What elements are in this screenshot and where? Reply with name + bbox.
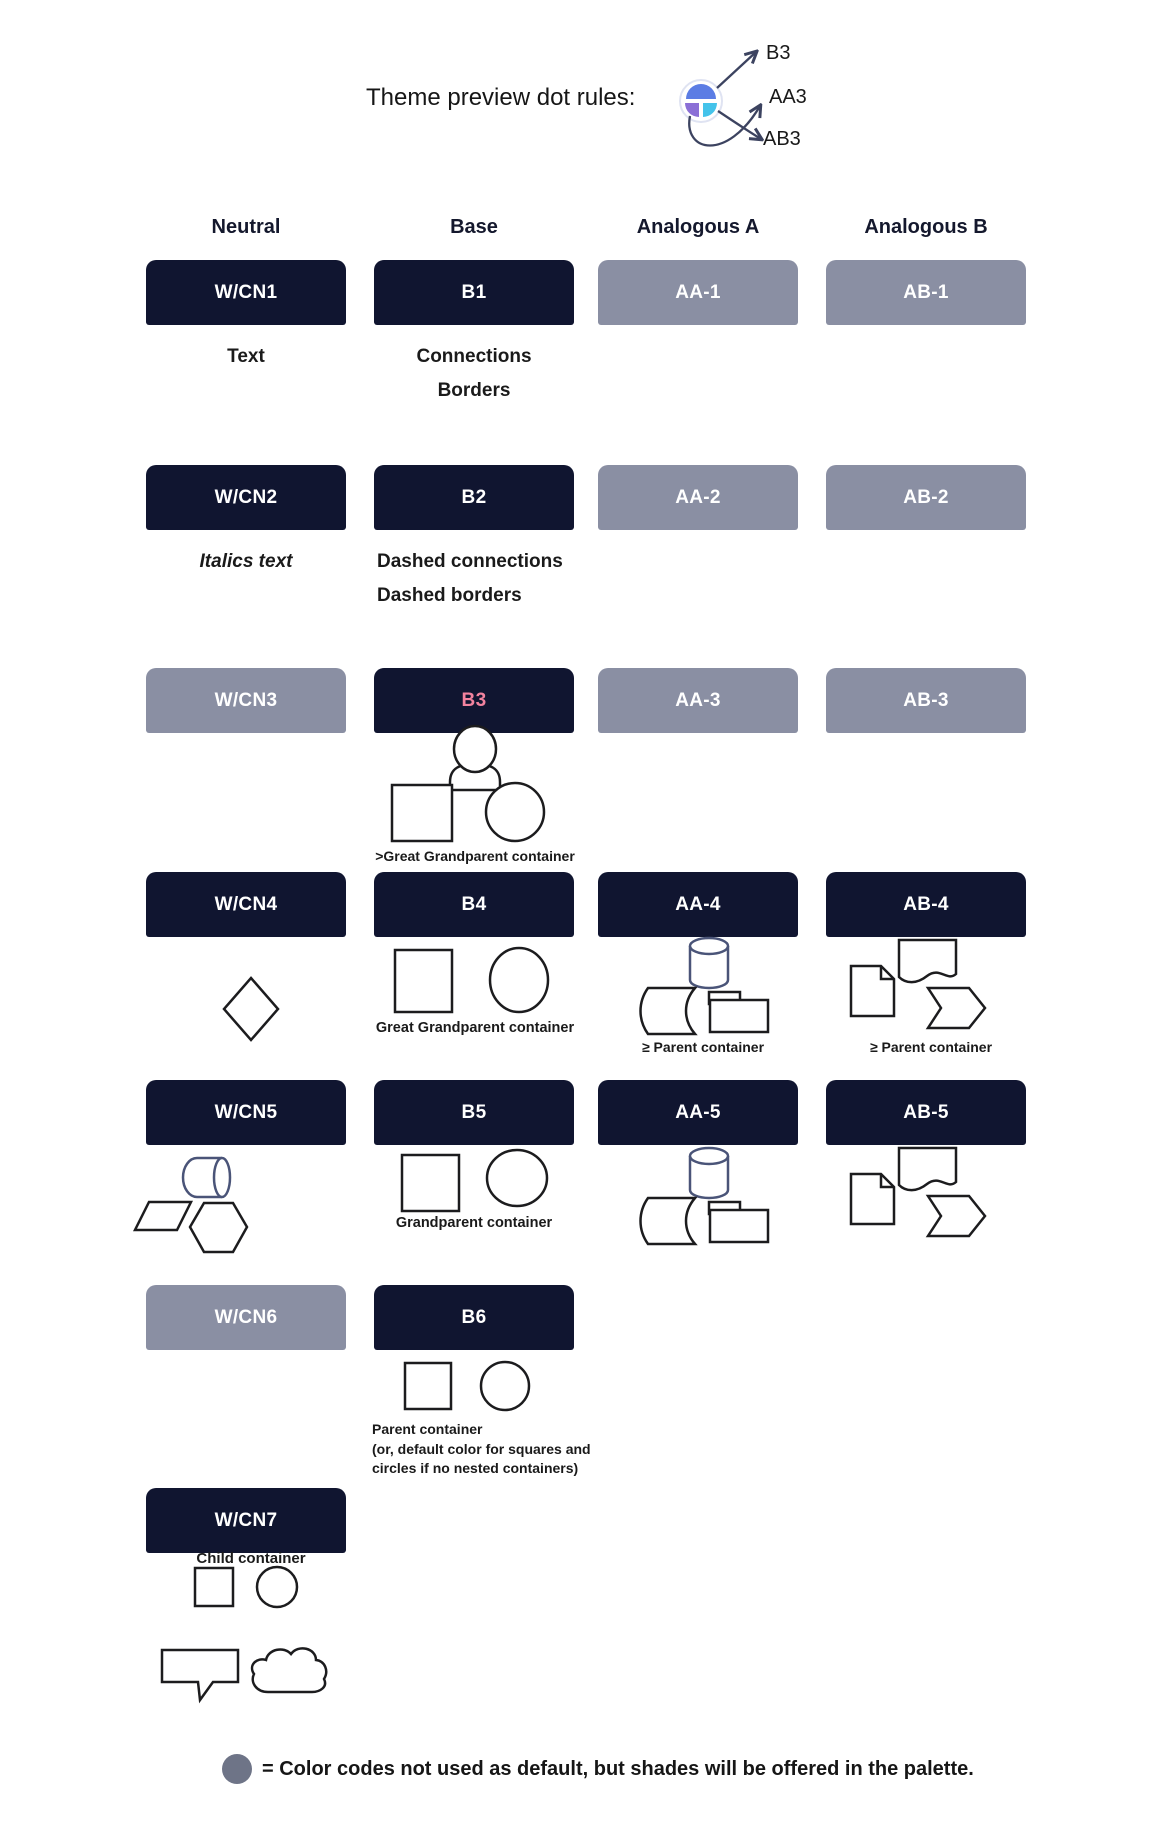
- wcn7-extra-shape-group: [155, 1635, 340, 1710]
- pill-aa2: AA-2: [598, 465, 798, 530]
- square-shape: [405, 1363, 451, 1409]
- column-header-analogous-b: Analogous B: [864, 216, 988, 238]
- caption-line: circles if no nested containers): [372, 1460, 579, 1476]
- folder-shape: [710, 1000, 768, 1032]
- pill-wcn5: W/CN5: [146, 1080, 346, 1145]
- caption-parent-aa4: ≥ Parent container: [641, 1039, 765, 1055]
- caption-connections-borders: [374, 340, 574, 408]
- page-dog-ear-shape: [851, 966, 894, 1016]
- page-title: Theme preview dot rules:: [366, 84, 636, 111]
- caption-line: Borders: [437, 380, 511, 401]
- caption-child-container: Child container: [196, 1550, 306, 1567]
- pill-wcn6: W/CN6: [146, 1285, 346, 1350]
- caption-text: Text: [227, 346, 265, 367]
- wcn5-shape-group: [125, 1150, 260, 1260]
- pill-aa3: AA-3: [598, 668, 798, 733]
- square-shape: [395, 950, 452, 1012]
- pill-b3: B3: [374, 668, 574, 733]
- aa5-shape-group: [636, 1140, 781, 1250]
- pill-ab3: AB-3: [826, 668, 1026, 733]
- document-wave-shape: [899, 1148, 956, 1190]
- cylinder-end-icon: [214, 1158, 230, 1197]
- dot-target-aa3: AA3: [769, 86, 807, 108]
- square-shape: [195, 1568, 233, 1606]
- cloud-shape: [252, 1648, 326, 1692]
- pill-b5: B5: [374, 1080, 574, 1145]
- wcn7-shape-group: [185, 1560, 310, 1615]
- pill-b4: B4: [374, 872, 574, 937]
- diamond-shape: [224, 978, 278, 1040]
- pill-ab1: AB-1: [826, 260, 1026, 325]
- column-header-neutral: Neutral: [211, 216, 281, 238]
- caption-dashed: [377, 545, 563, 613]
- pill-b6: B6: [374, 1285, 574, 1350]
- caption-line: Connections: [416, 346, 532, 367]
- square-shape: [392, 785, 452, 841]
- document-wave-shape: [899, 940, 956, 982]
- person-head-icon: [454, 726, 496, 772]
- caption-parent-ab4: ≥ Parent container: [869, 1039, 993, 1055]
- wcn4-shape-group: [220, 975, 282, 1043]
- arrow-to-b3: [717, 52, 756, 88]
- pill-aa5: AA-5: [598, 1080, 798, 1145]
- pill-ab2: AB-2: [826, 465, 1026, 530]
- circle-shape: [486, 783, 544, 841]
- circle-shape: [490, 948, 548, 1012]
- aa4-shape-group: [636, 930, 781, 1040]
- caption-line: Dashed connections: [377, 551, 563, 572]
- pill-wcn3: W/CN3: [146, 668, 346, 733]
- caption-grandparent: Grandparent container: [395, 1215, 553, 1231]
- caption-italics-text: Italics text: [199, 551, 293, 572]
- caption-great-grandparent-gt: >Great Grandparent container: [375, 848, 575, 864]
- circle-shape: [487, 1150, 547, 1206]
- b4-shape-group: [390, 942, 555, 1020]
- stored-data-shape: [641, 1198, 696, 1244]
- caption-line: (or, default color for squares and: [372, 1440, 591, 1457]
- pill-wcn7: W/CN7: [146, 1488, 346, 1553]
- pill-wcn2: W/CN2: [146, 465, 346, 530]
- hexagon-shape: [190, 1203, 247, 1252]
- legend-dot: [222, 1754, 252, 1784]
- column-header-analogous-a: Analogous A: [636, 216, 760, 238]
- legend-text: = Color codes not used as default, but shades will be offered in the palette.: [262, 1758, 974, 1780]
- folder-shape: [710, 1210, 768, 1242]
- pill-wcn1: W/CN1: [146, 260, 346, 325]
- dot-target-ab3: AB3: [763, 128, 801, 150]
- speech-bubble-shape: [162, 1650, 238, 1700]
- ab5-shape-group: [845, 1140, 995, 1245]
- theme-dot-diagram: [580, 18, 850, 168]
- b6-shape-group: [395, 1357, 545, 1417]
- pill-ab4: AB-4: [826, 872, 1026, 937]
- cylinder-top-icon: [690, 938, 728, 954]
- page-dog-ear-shape: [851, 1174, 894, 1224]
- caption-line: Dashed borders: [377, 585, 522, 606]
- cylinder-top-icon: [690, 1148, 728, 1164]
- ab4-shape-group: [845, 932, 995, 1037]
- b5-shape-group: [395, 1147, 555, 1222]
- chevron-shape: [928, 988, 985, 1028]
- parallelogram-shape: [135, 1202, 191, 1230]
- square-shape: [402, 1155, 459, 1211]
- column-header-base: Base: [450, 216, 498, 238]
- stored-data-shape: [641, 988, 696, 1034]
- caption-great-grandparent: Great Grandparent container: [375, 1020, 575, 1036]
- pill-b2: B2: [374, 465, 574, 530]
- pill-aa4: AA-4: [598, 872, 798, 937]
- dot-target-b3: B3: [766, 42, 791, 64]
- chevron-shape: [928, 1196, 985, 1236]
- pill-wcn4: W/CN4: [146, 872, 346, 937]
- pill-aa1: AA-1: [598, 260, 798, 325]
- pill-ab5: AB-5: [826, 1080, 1026, 1145]
- pill-b1: B1: [374, 260, 574, 325]
- circle-shape: [257, 1567, 297, 1607]
- caption-parent-container: [372, 1420, 591, 1479]
- circle-shape: [481, 1362, 529, 1410]
- caption-line: Parent container: [372, 1421, 483, 1437]
- b3-shape-group: [388, 724, 558, 854]
